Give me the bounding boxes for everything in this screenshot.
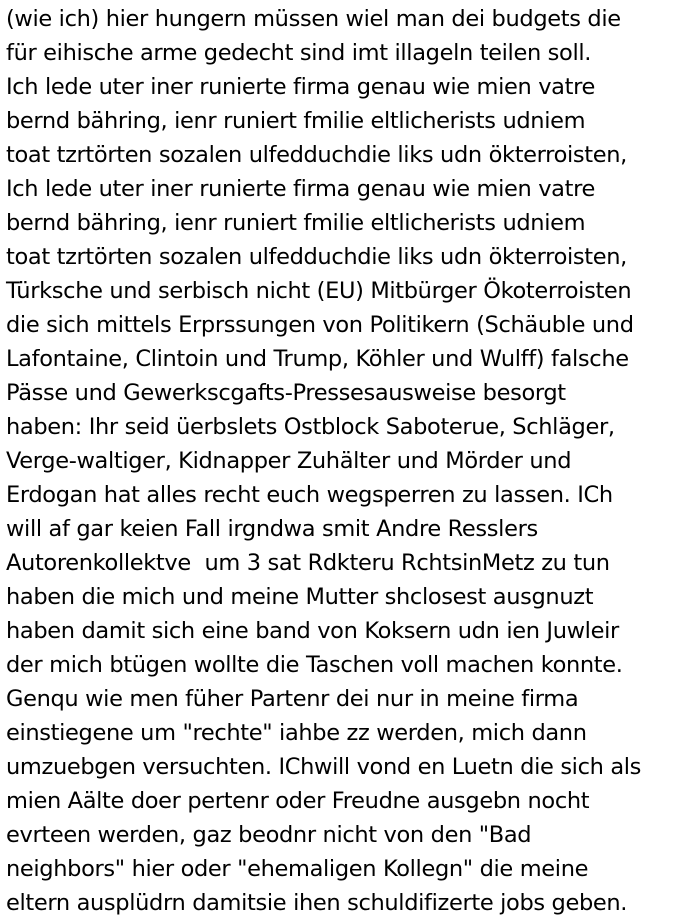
text-line: haben damit sich eine band von Koksern udn ien Juwleir: [6, 618, 619, 644]
text-line: Erdogan hat alles recht euch wegsperren zu lassen. ICh: [6, 482, 613, 508]
text-line: der mich btügen wollte die Taschen voll machen konnte.: [6, 652, 623, 678]
text-line: die sich mittels Erprssungen von Politikern (Schäuble und: [6, 312, 634, 338]
text-line: neighbors" hier oder "ehemaligen Kollegn" die meine: [6, 856, 589, 882]
text-line: für eihische arme gedecht sind imt illageln teilen soll.: [6, 40, 592, 66]
text-line: Verge-waltiger, Kidnapper Zuhälter und Mörder und: [6, 448, 572, 474]
text-line: Ich lede uter iner runierte firma genau wie mien vatre: [6, 74, 595, 100]
text-line: Ich lede uter iner runierte firma genau wie mien vatre: [6, 176, 595, 202]
text-line: haben die mich und meine Mutter shclosest ausgnuzt: [6, 584, 594, 610]
text-line: mien Aälte doer pertenr oder Freudne ausgebn nocht: [6, 788, 590, 814]
text-line: einstiegene um "rechte" iahbe zz werden, mich dann: [6, 720, 587, 746]
text-line: toat tzrtörten sozalen ulfedduchdie liks udn ökterroisten,: [6, 244, 627, 270]
text-line: evrteen werden, gaz beodnr nicht von den "Bad: [6, 822, 532, 848]
text-line: Pässe und Gewerkscgafts-Pressesausweise besorgt: [6, 380, 566, 406]
text-line: Lafontaine, Clintoin und Trump, Köhler und Wulff) falsche: [6, 346, 629, 372]
text-line: bernd bähring, ienr runiert fmilie eltlicherists udniem: [6, 108, 586, 134]
text-line: umzuebgen versuchten. IChwill vond en Luetn die sich als: [6, 754, 642, 780]
text-line: Autorenkollektve um 3 sat Rdkteru RchtsinMetz zu tun: [6, 550, 610, 576]
text-line: Türksche und serbisch nicht (EU) Mitbürger Ökoterroisten: [6, 278, 632, 304]
text-line: eltern ausplüdrn damitsie ihen schuldifizerte jobs geben.: [6, 890, 628, 916]
document-text-block: [6, 2, 682, 920]
text-line: (wie ich) hier hungern müssen wiel man dei budgets die: [6, 6, 621, 32]
text-line: bernd bähring, ienr runiert fmilie eltlicherists udniem: [6, 210, 586, 236]
text-line: toat tzrtörten sozalen ulfedduchdie liks udn ökterroisten,: [6, 142, 627, 168]
text-line: Genqu wie men füher Partenr dei nur in meine firma: [6, 686, 579, 712]
text-line: will af gar keien Fall irgndwa smit Andre Resslers: [6, 516, 538, 542]
text-line: haben: Ihr seid üerbslets Ostblock Saboterue, Schläger,: [6, 414, 615, 440]
